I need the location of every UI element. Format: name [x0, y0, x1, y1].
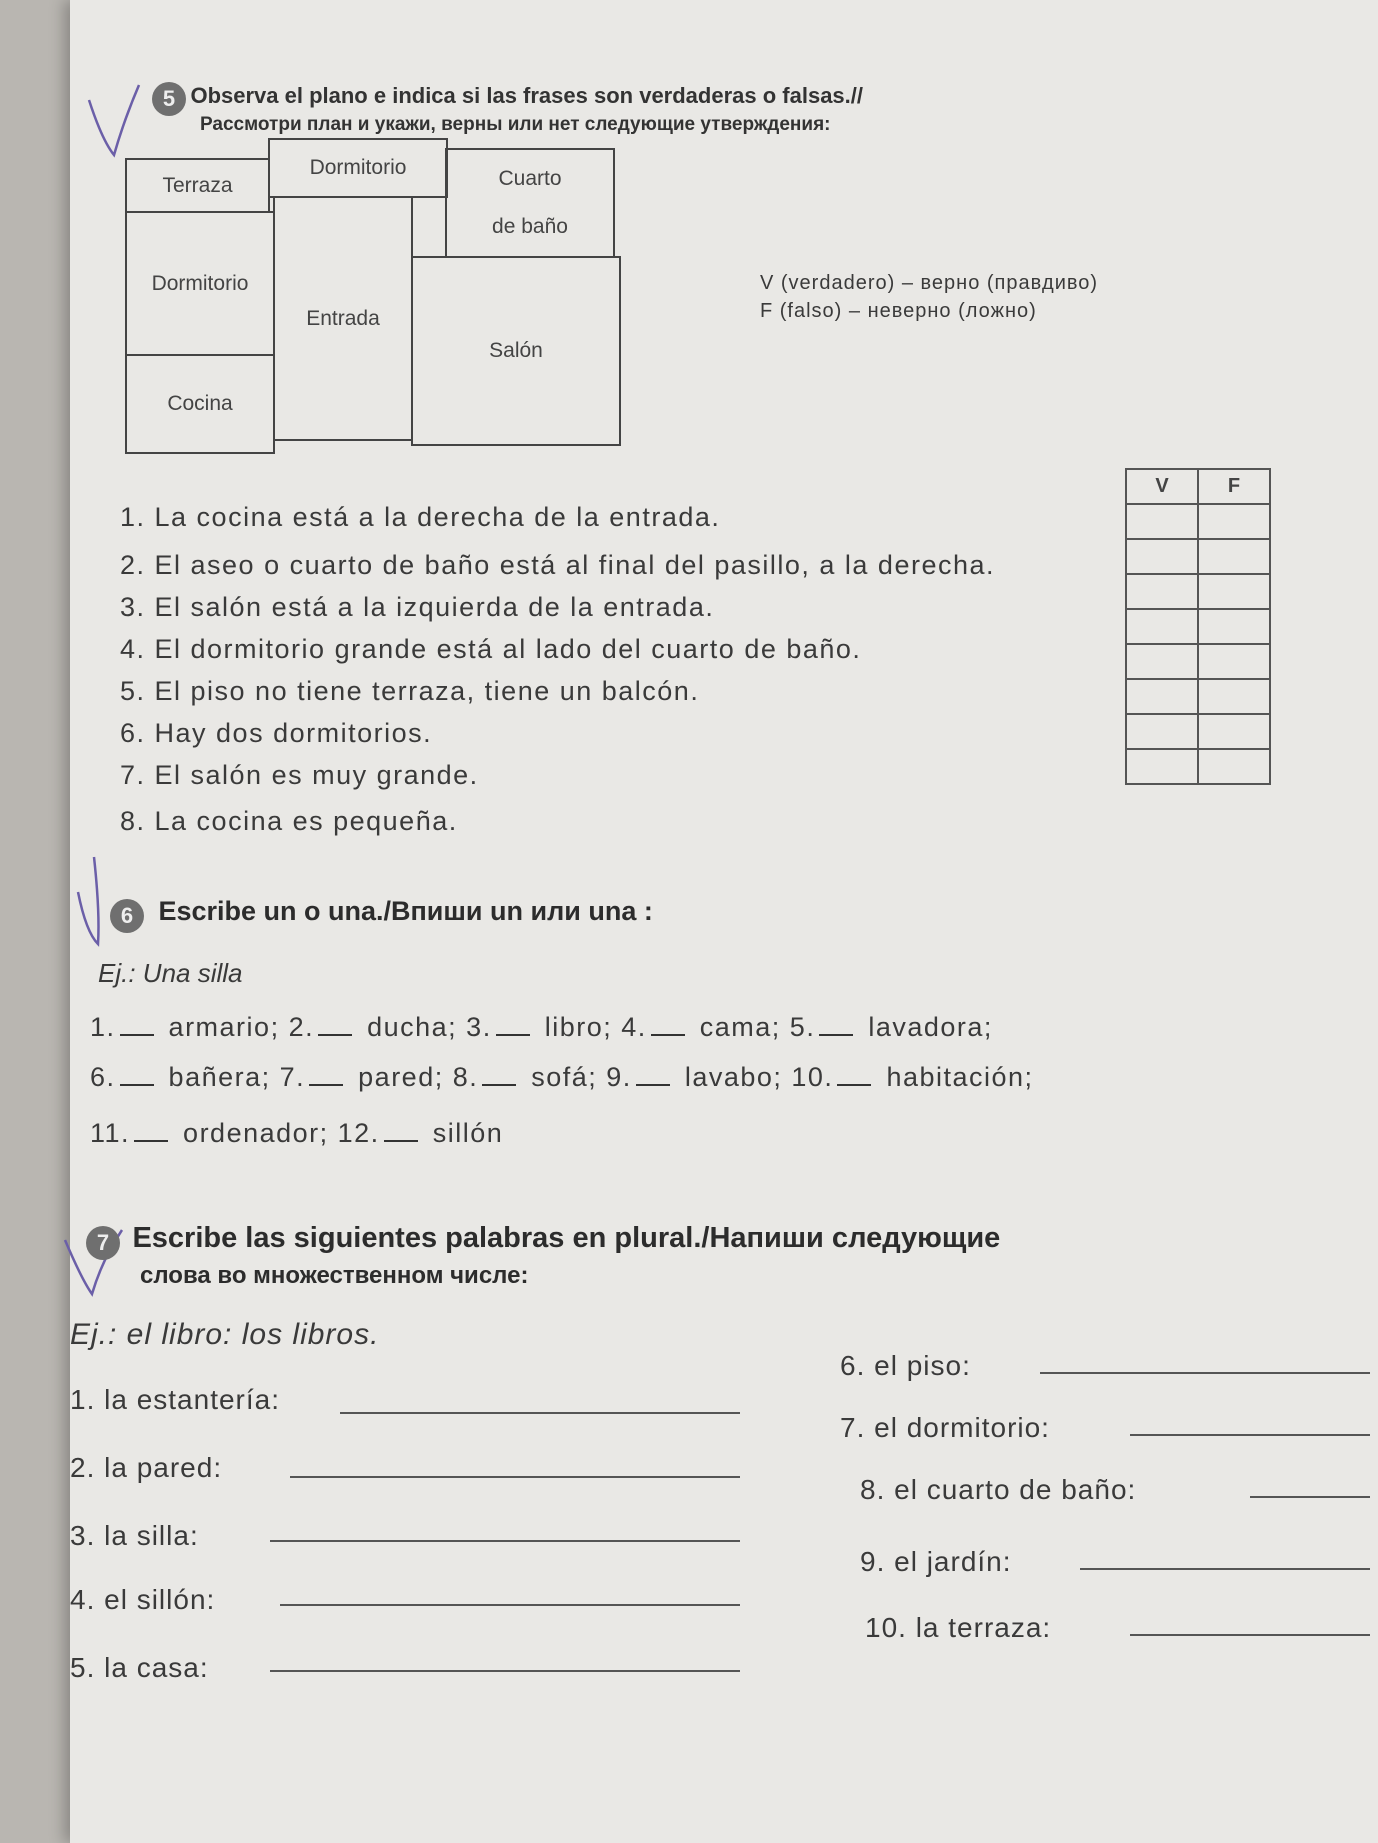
vf-cell[interactable] [1198, 714, 1270, 749]
statement-5: 5. El piso no tiene terraza, tiene un balcón. [120, 676, 700, 706]
vf-cell[interactable] [1126, 609, 1198, 644]
answer-line-4[interactable] [280, 1604, 740, 1606]
item-label: 6. [90, 1062, 116, 1092]
room-entrada: Entrada [273, 196, 413, 441]
ex6-row-3 [90, 1118, 503, 1149]
plural-item-1: 1. la estantería: [70, 1384, 281, 1415]
item-label: cama; 5. [699, 1012, 816, 1042]
answer-blank[interactable] [318, 1028, 352, 1036]
room-dormitorio-top: Dormitorio [268, 138, 448, 198]
ex5-subtitle: Рассмотри план и укажи, верны или нет следующие утверждения: [200, 114, 831, 135]
vf-cell[interactable] [1126, 679, 1198, 714]
ex7-number-badge: 7 [86, 1226, 120, 1260]
vf-cell[interactable] [1198, 609, 1270, 644]
answer-line-3[interactable] [270, 1540, 740, 1542]
vf-header-f: F [1198, 469, 1270, 504]
answer-blank[interactable] [120, 1028, 154, 1036]
room-cocina: Cocina [125, 354, 275, 454]
ex6-row-1 [90, 1012, 993, 1043]
statement-4: 4. El dormitorio grande está al lado del cuarto de baño. [120, 634, 862, 664]
answer-blank[interactable] [496, 1028, 530, 1036]
statement-3: 3. El salón está a la izquierda de la entrada. [120, 592, 715, 622]
plural-item-8: 8. el cuarto de baño: [860, 1474, 1137, 1505]
answer-blank[interactable] [837, 1078, 871, 1086]
answer-line-7[interactable] [1130, 1434, 1370, 1436]
vf-cell[interactable] [1126, 539, 1198, 574]
answer-blank[interactable] [384, 1134, 418, 1142]
vf-cell[interactable] [1198, 504, 1270, 539]
vf-cell[interactable] [1198, 644, 1270, 679]
room-de-bano-label: de baño [492, 215, 568, 238]
item-label: sofá; 9. [531, 1062, 632, 1092]
legend-verdadero: V (verdadero) – верно (правдиво) [760, 272, 1099, 294]
plural-item-9: 9. el jardín: [860, 1546, 1012, 1577]
vf-header-v: V [1126, 469, 1198, 504]
vf-cell[interactable] [1126, 504, 1198, 539]
vf-cell[interactable] [1198, 539, 1270, 574]
plural-item-2: 2. la pared: [70, 1452, 223, 1483]
plural-item-6: 6. el piso: [840, 1350, 971, 1381]
answer-blank[interactable] [651, 1028, 685, 1036]
plural-item-5: 5. la casa: [70, 1652, 209, 1683]
statement-1: 1. La cocina está a la derecha de la entrada. [120, 502, 721, 532]
answer-line-8[interactable] [1250, 1496, 1370, 1498]
ex7-example: Ej.: el libro: los libros. [70, 1318, 380, 1351]
item-label: ordenador; 12. [183, 1118, 380, 1148]
ex5-number-badge: 5 [152, 82, 186, 116]
item-label: 11. [90, 1118, 131, 1148]
ex6-row-2 [90, 1062, 1034, 1093]
answer-line-5[interactable] [270, 1670, 740, 1672]
item-label: sillón [432, 1118, 504, 1148]
ex6-title: Escribe un o una./Впиши un или una : [158, 896, 653, 926]
answer-line-2[interactable] [290, 1476, 740, 1478]
floor-plan [125, 138, 755, 458]
item-label: lavadora; [868, 1012, 993, 1042]
item-label: 1. [90, 1012, 116, 1042]
statement-8: 8. La cocina es pequeña. [120, 806, 458, 836]
vf-cell[interactable] [1126, 749, 1198, 784]
vf-cell[interactable] [1198, 749, 1270, 784]
plural-item-10: 10. la terraza: [865, 1612, 1052, 1643]
ex6-number-badge: 6 [110, 899, 144, 933]
item-label: libro; 4. [544, 1012, 647, 1042]
answer-blank[interactable] [134, 1134, 168, 1142]
plural-item-4: 4. el sillón: [70, 1584, 216, 1615]
ex6-header [110, 896, 653, 933]
vf-cell[interactable] [1126, 574, 1198, 609]
vf-cell[interactable] [1198, 679, 1270, 714]
item-label: lavabo; 10. [684, 1062, 834, 1092]
ex5-header [152, 82, 863, 116]
room-salon: Salón [411, 256, 621, 446]
answer-line-9[interactable] [1080, 1568, 1370, 1570]
ex7-title-2: слова во множественном числе: [140, 1262, 529, 1289]
answer-blank[interactable] [309, 1078, 343, 1086]
worksheet-page [70, 0, 1378, 1843]
vf-cell[interactable] [1126, 644, 1198, 679]
vf-cell[interactable] [1126, 714, 1198, 749]
vf-cell[interactable] [1198, 574, 1270, 609]
legend-falso: F (falso) – неверно (ложно) [760, 300, 1037, 322]
plural-item-7: 7. el dormitorio: [840, 1412, 1050, 1443]
answer-blank[interactable] [120, 1078, 154, 1086]
room-terraza: Terraza [125, 158, 270, 213]
answer-blank[interactable] [636, 1078, 670, 1086]
item-label: ducha; 3. [367, 1012, 492, 1042]
statement-6: 6. Hay dos dormitorios. [120, 718, 433, 748]
room-cuarto-label: Cuarto [498, 167, 562, 190]
ex7-header [86, 1222, 1000, 1260]
ex5-title: Observa el plano e indica si las frases son verdaderas o falsas.// [190, 83, 863, 109]
answer-blank[interactable] [482, 1078, 516, 1086]
plural-item-3: 3. la silla: [70, 1520, 199, 1551]
answer-line-6[interactable] [1040, 1372, 1370, 1374]
answer-line-1[interactable] [340, 1412, 740, 1414]
item-label: armario; 2. [168, 1012, 315, 1042]
statement-7: 7. El salón es muy grande. [120, 760, 479, 790]
statement-2: 2. El aseo o cuarto de baño está al final del pasillo, a la derecha. [120, 550, 996, 580]
item-label: bañera; 7. [168, 1062, 306, 1092]
item-label: pared; 8. [358, 1062, 479, 1092]
room-dormitorio-left: Dormitorio [125, 211, 275, 356]
answer-blank[interactable] [819, 1028, 853, 1036]
item-label: habitación; [886, 1062, 1034, 1092]
ex7-title: Escribe las siguientes palabras en plural./Напиши следующие [132, 1222, 1001, 1254]
room-cuarto-de-bano [445, 148, 615, 258]
answer-line-10[interactable] [1130, 1634, 1370, 1636]
vf-answer-table [1125, 468, 1271, 785]
ex6-example: Ej.: Una silla [98, 958, 243, 988]
